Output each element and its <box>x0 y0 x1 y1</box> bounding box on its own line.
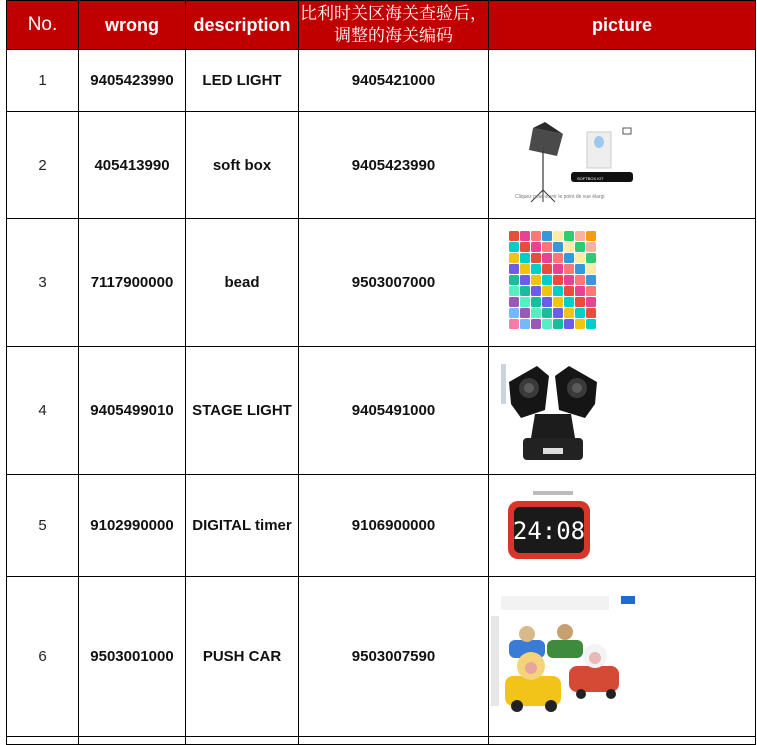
table-row-trailing <box>7 737 756 745</box>
wrong-code: 405413990 <box>79 112 186 219</box>
corrected-code: 9405421000 <box>299 50 489 112</box>
row-number: 1 <box>7 50 79 112</box>
description: DIGITAL timer <box>186 475 299 577</box>
wrong-code: 9405499010 <box>79 347 186 475</box>
header-description: description <box>186 1 299 50</box>
header-picture: picture <box>489 1 756 50</box>
picture-cell <box>489 219 756 347</box>
softbox-kit-image <box>505 120 645 210</box>
row-number: 6 <box>7 577 79 737</box>
picture-cell <box>489 577 756 737</box>
timer-display: 24:08 <box>512 516 586 545</box>
table-row <box>7 50 756 112</box>
description: PUSH CAR <box>186 577 299 737</box>
picture-cell-empty <box>489 50 756 112</box>
row-number: 4 <box>7 347 79 475</box>
wrong-code: 9405423990 <box>79 50 186 112</box>
header-row <box>7 1 756 50</box>
stage-light-image <box>499 352 609 470</box>
corrected-code: 9405423990 <box>299 112 489 219</box>
wrong-code: 9102990000 <box>79 475 186 577</box>
description: bead <box>186 219 299 347</box>
table-row <box>7 577 756 737</box>
corrected-code: 9503007590 <box>299 577 489 737</box>
corrected-code: 9503007000 <box>299 219 489 347</box>
description: soft box <box>186 112 299 219</box>
picture-cell <box>489 112 756 219</box>
description: LED LIGHT <box>186 50 299 112</box>
push-car-toys-image <box>491 594 639 720</box>
header-no: No. <box>7 1 79 50</box>
row-number: 5 <box>7 475 79 577</box>
description: STAGE LIGHT <box>186 347 299 475</box>
wrong-code: 9503001000 <box>79 577 186 737</box>
corrected-code: 9106900000 <box>299 475 489 577</box>
row-number: 3 <box>7 219 79 347</box>
row-number: 2 <box>7 112 79 219</box>
table-row <box>7 475 756 577</box>
hs-code-table <box>6 0 756 745</box>
picture-cell <box>489 347 756 475</box>
header-corrected-code: 比利时关区海关查验后，调整的海关编码 <box>299 1 489 50</box>
digital-timer-image <box>503 481 603 571</box>
table-row <box>7 347 756 475</box>
picture-cell <box>489 475 756 577</box>
wrong-code: 7117900000 <box>79 219 186 347</box>
header-wrong: wrong <box>79 1 186 50</box>
svg-text:SOFTBOX KIT: SOFTBOX KIT <box>577 176 604 181</box>
table-row <box>7 219 756 347</box>
picture-caption: Cliquez pour ouvrir le point de vue élargi <box>515 194 605 200</box>
table-row <box>7 112 756 219</box>
bead-kit-image <box>505 227 605 339</box>
corrected-code: 9405491000 <box>299 347 489 475</box>
